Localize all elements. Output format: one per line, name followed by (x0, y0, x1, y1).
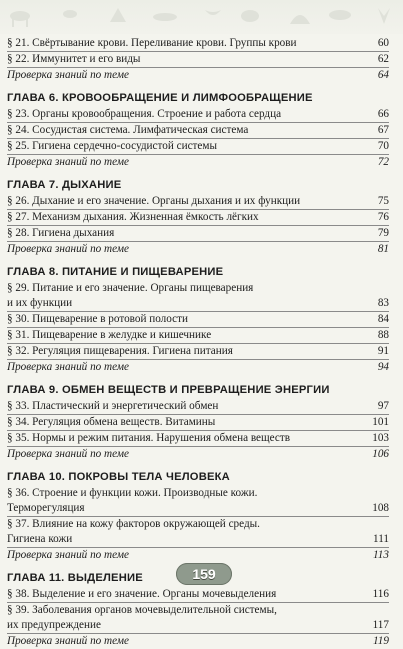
chapter-heading[interactable]: ГЛАВА 9. ОБМЕН ВЕЩЕСТВ И ПРЕВРАЩЕНИЕ ЭНЕРГИИ (7, 384, 330, 396)
toc-entry-title: § 33. Пластический и энергетический обмен (7, 400, 219, 412)
toc-entry[interactable] (7, 51, 389, 67)
toc-entry-title: Проверка знаний по теме (7, 448, 129, 460)
toc-entry[interactable] (7, 516, 389, 547)
toc-entry-title: § 26. Дыхание и его значение. Органы дыхания и их функции (7, 195, 301, 207)
toc-entry-quiz[interactable] (7, 67, 389, 83)
page-number-badge: 159 (176, 563, 232, 585)
toc-chapter (7, 265, 389, 375)
toc-entry-title: § 38. Выделение и его значение. Органы мочевыделения (7, 588, 277, 600)
toc-entry-page: 83 (377, 297, 389, 309)
toc-entry-title: Проверка знаний по теме (7, 243, 129, 255)
toc-entry-title: § 31. Пищеварение в желудке и кишечнике (7, 329, 212, 341)
chapter-heading[interactable]: ГЛАВА 6. КРОВООБРАЩЕНИЕ И ЛИМФООБРАЩЕНИЕ (7, 92, 313, 104)
toc-entry-quiz[interactable] (7, 241, 389, 257)
toc-entry-page: 94 (377, 361, 389, 373)
toc-entry-quiz[interactable] (7, 547, 389, 563)
toc-entry[interactable] (7, 107, 389, 122)
toc-entry-page: 106 (372, 448, 389, 460)
toc-entry-title-continued: и их функции (7, 297, 73, 309)
toc-entry[interactable] (7, 327, 389, 343)
toc-entry-title: Проверка знаний по теме (7, 635, 129, 647)
toc-entry-page: 62 (377, 53, 389, 65)
toc-entry-title: § 36. Строение и функции кожи. Производные кожи. (7, 487, 258, 499)
toc-entry-title: § 39. Заболевания органов мочевыделительной системы, (7, 604, 277, 616)
toc-chapter (7, 178, 389, 257)
toc-entry-title: § 37. Влияние на кожу факторов окружающей среды. (7, 518, 260, 530)
toc-entry-title: § 24. Сосудистая система. Лимфатическая система (7, 124, 249, 136)
toc-entry[interactable] (7, 281, 389, 311)
toc-entry[interactable] (7, 486, 389, 516)
toc-entry-page: 72 (377, 156, 389, 168)
toc-entry-page: 91 (377, 345, 389, 357)
toc-entry-quiz[interactable] (7, 359, 389, 375)
toc-entry-quiz[interactable] (7, 154, 389, 170)
toc-entry-title-continued: их предупреждение (7, 619, 101, 631)
toc-entry-title-continued: Терморегуляция (7, 502, 85, 514)
toc-entry[interactable] (7, 311, 389, 327)
toc-entry-title: § 34. Регуляция обмена веществ. Витамины (7, 416, 216, 428)
toc-entry[interactable] (7, 194, 389, 209)
toc-entry[interactable] (7, 343, 389, 359)
toc-top-section (7, 36, 389, 83)
toc-entry-page: 76 (377, 211, 389, 223)
toc-chapter (7, 470, 389, 563)
toc-entry-page: 113 (373, 549, 389, 561)
chapter-heading[interactable]: ГЛАВА 10. ПОКРОВЫ ТЕЛА ЧЕЛОВЕКА (7, 471, 230, 483)
toc-entry-page: 66 (377, 108, 389, 120)
toc-entry-title: § 35. Нормы и режим питания. Нарушения обмена веществ (7, 432, 291, 444)
toc-entry[interactable] (7, 430, 389, 446)
toc-entry[interactable] (7, 209, 389, 225)
toc-entry-title: Проверка знаний по теме (7, 361, 129, 373)
toc-entry-quiz[interactable] (7, 633, 389, 649)
table-of-contents (7, 36, 389, 649)
toc-entry-title-continued: Гигиена кожи (7, 533, 73, 545)
toc-entry-page: 81 (377, 243, 389, 255)
toc-entry-page: 111 (373, 533, 389, 545)
toc-entry-page: 108 (372, 502, 389, 514)
toc-entry-title: § 29. Питание и его значение. Органы пищеварения (7, 282, 254, 294)
chapter-heading[interactable]: ГЛАВА 8. ПИТАНИЕ И ПИЩЕВАРЕНИЕ (7, 266, 224, 278)
toc-entry-title: § 32. Регуляция пищеварения. Гигиена питания (7, 345, 233, 357)
toc-entry-page: 75 (377, 195, 389, 207)
chapter-heading[interactable]: ГЛАВА 11. ВЫДЕЛЕНИЕ (7, 572, 143, 584)
toc-entry-quiz[interactable] (7, 446, 389, 462)
toc-entry[interactable] (7, 122, 389, 138)
toc-entry[interactable] (7, 414, 389, 430)
chapter-heading[interactable]: ГЛАВА 7. ДЫХАНИЕ (7, 179, 122, 191)
toc-entry-page: 64 (377, 69, 389, 81)
toc-entry-page: 119 (373, 635, 389, 647)
toc-entry-title: § 28. Гигиена дыхания (7, 227, 115, 239)
toc-entry[interactable] (7, 602, 389, 633)
toc-entry-page: 60 (377, 37, 389, 49)
toc-entry-page: 84 (377, 313, 389, 325)
toc-entry-title: § 25. Гигиена сердечно-сосудистой системы (7, 140, 217, 152)
toc-entry-title: § 23. Органы кровообращения. Строение и работа сердца (7, 108, 282, 120)
toc-entry-page: 97 (377, 400, 389, 412)
toc-entry-page: 103 (372, 432, 389, 444)
toc-chapter (7, 383, 389, 462)
toc-entry-page: 117 (372, 619, 389, 631)
toc-entry-title: Проверка знаний по теме (7, 69, 129, 81)
toc-entry-page: 116 (372, 588, 389, 600)
toc-chapter (7, 91, 389, 170)
toc-entry[interactable] (7, 36, 389, 51)
animal-silhouettes-decoration (0, 2, 403, 32)
toc-entry-title: Проверка знаний по теме (7, 156, 129, 168)
toc-entry-title: § 21. Свёртывание крови. Переливание крови. Группы крови (7, 37, 297, 49)
toc-entry-title: Проверка знаний по теме (7, 549, 129, 561)
toc-entry-page: 101 (372, 416, 389, 428)
toc-entry[interactable] (7, 138, 389, 154)
toc-entry[interactable] (7, 225, 389, 241)
toc-entry-title: § 27. Механизм дыхания. Жизненная ёмкость лёгких (7, 211, 259, 223)
decorative-header-band (0, 0, 403, 34)
toc-entry-title: § 30. Пищеварение в ротовой полости (7, 313, 188, 325)
toc-entry-title: § 22. Иммунитет и его виды (7, 53, 141, 65)
toc-entry-page: 88 (377, 329, 389, 341)
toc-entry-page: 70 (377, 140, 389, 152)
toc-entry[interactable] (7, 399, 389, 414)
toc-entry-page: 67 (377, 124, 389, 136)
toc-entry[interactable] (7, 587, 389, 602)
toc-entry-page: 79 (377, 227, 389, 239)
